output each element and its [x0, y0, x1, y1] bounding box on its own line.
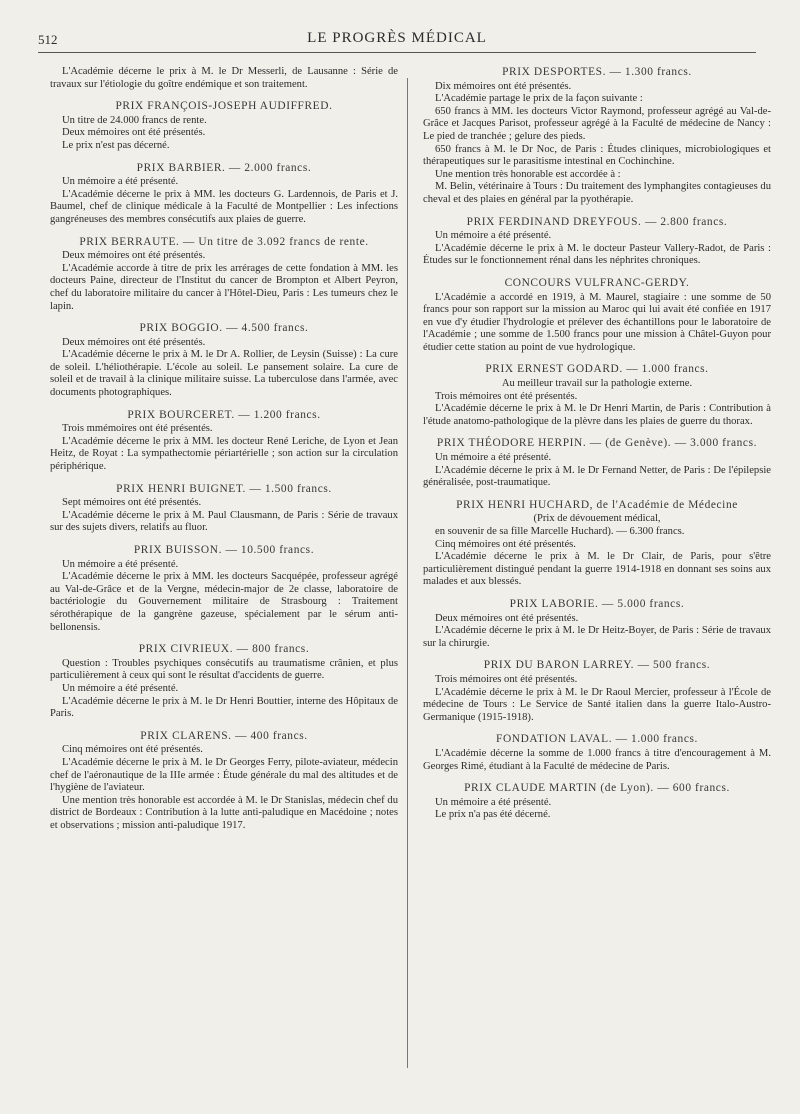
section-paragraph: Un mémoire a été présenté. [435, 796, 552, 808]
section-paragraph: Trois mémoires ont été présentés. [435, 673, 578, 685]
prize-section [423, 659, 771, 724]
section-subtitle: Au meilleur travail sur la pathologie externe. [501, 378, 693, 390]
column-divider [407, 78, 408, 1068]
section-heading: PRIX HENRI BUIGNET. — 1.500 francs. [116, 482, 332, 495]
section-heading: PRIX FERDINAND DREYFOUS. — 2.800 francs. [466, 215, 728, 228]
section-paragraph: L'Académie partage le prix de la façon suivante : [435, 93, 643, 105]
section-subtitle: (Prix de dévouement médical, [533, 513, 661, 525]
left-column [50, 66, 398, 832]
prize-section [50, 730, 398, 833]
section-heading: FONDATION LAVAL. — 1.000 francs. [496, 733, 698, 746]
section-paragraph: Deux mémoires ont été présentés. [62, 250, 206, 262]
prize-section [423, 66, 771, 207]
section-paragraph: L'Académie décerne le prix à M. le Dr Henri Bouttier, interne des Hôpitaux de Paris. [50, 695, 398, 720]
prize-section [50, 643, 398, 721]
prize-section [50, 66, 398, 91]
prize-section [50, 544, 398, 634]
section-heading: PRIX ERNEST GODARD. — 1.000 francs. [485, 363, 709, 376]
section-heading: PRIX BOGGIO. — 4.500 francs. [139, 322, 309, 335]
section-paragraph: L'Académie décerne le prix à M. le docteur Pasteur Vallery-Radot, de Paris : Études sur le fonctionnement rénal dans les néphrites chroniques. [423, 242, 771, 267]
section-heading: PRIX CIVRIEUX. — 800 francs. [138, 643, 310, 656]
prize-section [50, 409, 398, 474]
section-paragraph: L'Académie décerne le prix à MM. les docteur René Leriche, de Lyon et Jean Heitz, de Royat : La sympathectomie périartérielle ; son action sur la circulation périphérique. [50, 435, 398, 473]
prize-section [423, 437, 771, 489]
section-heading: PRIX LABORIE. — 5.000 francs. [509, 597, 685, 610]
section-paragraph: en souvenir de sa fille Marcelle Huchard). — 6.300 francs. [435, 526, 685, 537]
section-paragraph: Une mention très honorable est accordée à M. le Dr Stanislas, médecin chef du district de Bordeaux : Contribution à la lutte anti-paludique en Macédoine ; notes et observations ; mission anti-paludique 1917. [50, 794, 398, 831]
section-paragraph: Une mention très honorable est accordée à : [435, 168, 621, 180]
section-heading: PRIX BOURCERET. — 1.200 francs. [127, 408, 321, 421]
section-paragraph: Trois mémoires ont été présentés. [435, 390, 578, 402]
section-heading: PRIX HENRI HUCHARD, de l'Académie de Médecine [456, 498, 738, 511]
section-paragraph: L'Académie décerne la somme de 1.000 francs à titre d'encouragement à M. Georges Rimé, étudiant à la Faculté de médecine de Paris. [423, 747, 771, 772]
section-heading: PRIX BERRAUTE. — Un titre de 3.092 francs de rente. [79, 235, 369, 248]
section-paragraph: L'Académie décerne le prix à M. le Dr Georges Ferry, pilote-aviateur, médecin chef de l'aéronautique de la IIIe armée : Étude générale du mal des altitudes et de l'hygiène de l'aviateur. [50, 756, 398, 794]
prize-section [50, 322, 398, 400]
section-paragraph: Un titre de 24.000 francs de rente. [62, 114, 207, 126]
page-header [38, 26, 756, 53]
prize-section [50, 162, 398, 227]
section-heading: PRIX CLAUDE MARTIN (de Lyon). — 600 francs. [464, 782, 730, 795]
section-paragraph: L'Académie décerne le prix à M. le Dr Raoul Mercier, professeur à l'École de médecine de Tours : Le Service de Santé italien dans la guerre Italo-Austro-Germanique (1915-1918). [423, 686, 771, 723]
section-paragraph: M. Belin, vétérinaire à Tours : Du traitement des lymphangites contagieuses du cheval et des plaies en général par la pyothérapie. [423, 181, 771, 205]
section-paragraph: Cinq mémoires ont été présentés. [435, 538, 576, 550]
prize-section [50, 483, 398, 535]
section-paragraph: Le prix n'a pas été décerné. [435, 809, 551, 821]
section-paragraph: Deux mémoires ont été présentés. [435, 612, 579, 624]
section-paragraph: L'Académie décerne le prix à M. le Dr Henri Martin, de Paris : Contribution à l'étude anatomo-pathologique de la plèvre dans les plaies de guerre du thorax. [423, 403, 771, 427]
section-paragraph: Un mémoire a été présenté. [435, 230, 552, 242]
section-paragraph: L'Académie décerne le prix à MM. les docteurs Sacquépée, professeur agrégé au Val-de-Grâce et de la Vergne, médecin-major de 2e classe, laboratoire de bactériologie du Gouvernement militaire de Strasbourg : Traitement sérothérapique de la gangrène gazeuse, spécialement par le sérum anti-bellonensis. [50, 571, 398, 633]
section-paragraph: Question : Troubles psychiques consécutifs au traumatisme crânien, et plus particulièrement à ceux qui sont le résultat d'accidents de guerre. [50, 657, 398, 682]
right-column [423, 66, 771, 822]
section-paragraph: Trois mmémoires ont été présentés. [62, 423, 213, 435]
prize-section [50, 100, 398, 152]
section-paragraph: Deux mémoires ont été présentés. [62, 336, 206, 348]
section-paragraph: 650 francs à MM. les docteurs Victor Raymond, professeur agrégé au Val-de-Grâce et Jacques Parisot, professeur agrégé à la Faculté de médecine de Nancy : Le pied de tranchée ; gelure des pieds. [423, 105, 771, 142]
prize-section [50, 236, 398, 314]
section-paragraph: L'Académie décerne le prix à M. le Dr Clair, de Paris, pour s'être particulièrement distingué pendant la guerre 1914-1918 en donnant ses soins aux malades et aux blessés. [423, 551, 771, 588]
section-heading: PRIX THÉODORE HERPIN. — (de Genève). — 3.000 francs. [436, 437, 758, 450]
section-paragraph: L'Académie décerne le prix à M. Paul Clausmann, de Paris : Série de travaux sur des sujets divers, relatifs au fluor. [50, 509, 398, 534]
section-heading: PRIX CLARENS. — 400 francs. [140, 729, 308, 742]
prize-section [423, 277, 771, 355]
section-paragraph: Un mémoire a été présenté. [62, 682, 179, 694]
section-heading: PRIX BARBIER. — 2.000 francs. [136, 161, 312, 174]
running-title: LE PROGRÈS MÉDICAL [307, 30, 487, 46]
section-paragraph: L'Académie a accordé en 1919, à M. Maurel, stagiaire : une somme de 50 francs pour son rapport sur la mission au Maroc qui lui avait été confiée en 1917 en vue d'y étudier l'hydrologie et prélever des échantillons pour le laboratoire de l'Académie ; une somme de 1.500 francs pour une mission à Châtel-Guyon pour étudier cette station au point de vue hydrologique. [423, 291, 771, 353]
section-paragraph: L'Académie décerne le prix à M. le Dr Messerli, de Lausanne : Série de travaux sur l'étiologie du goître endémique et son traitement. [50, 66, 398, 90]
section-paragraph: Deux mémoires ont été présentés. [62, 127, 206, 139]
section-paragraph: L'Académie décerne le prix à M. le Dr A. Rollier, de Leysin (Suisse) : La cure de soleil. L'héliothérapie. L'école au soleil. Le pansement solaire. La cure de soleil et de travail à la clinique militaire suisse. La tuberculose dans l'armée, avec documents photographiques. [50, 349, 398, 399]
section-heading: PRIX DU BARON LARREY. — 500 francs. [483, 659, 711, 672]
prize-section [423, 598, 771, 650]
section-paragraph: Un mémoire a été présenté. [62, 558, 179, 570]
section-paragraph: L'Académie décerne le prix à M. le Dr Heitz-Boyer, de Paris : Série de travaux sur la chirurgie. [423, 625, 771, 649]
section-paragraph: 650 francs à M. le Dr Noc, de Paris : Études cliniques, microbiologiques et thérapeutiques sur le parasitisme intestinal en Cochinchine. [423, 143, 771, 168]
section-heading: PRIX FRANÇOIS-JOSEPH AUDIFFRED. [115, 100, 333, 113]
section-heading: CONCOURS VULFRANC-GERDY. [504, 276, 690, 289]
prize-section [423, 363, 771, 428]
section-paragraph: Un mémoire a été présenté. [435, 452, 552, 464]
section-paragraph: Un mémoire a été présenté. [62, 176, 179, 188]
prize-section [423, 733, 771, 773]
section-paragraph: Le prix n'est pas décerné. [62, 139, 170, 151]
section-paragraph: Sept mémoires ont été présentés. [62, 497, 202, 509]
section-paragraph: Dix mémoires ont été présentés. [435, 80, 572, 92]
prize-section [423, 782, 771, 822]
page-number: 512 [38, 32, 58, 47]
section-heading: PRIX DESPORTES. — 1.300 francs. [502, 66, 692, 78]
section-heading: PRIX BUISSON. — 10.500 francs. [133, 544, 315, 556]
prize-section [423, 216, 771, 268]
section-paragraph: L'Académie accorde à titre de prix les arrérages de cette fondation à MM. les docteurs Paine, directeur de l'Institut du cancer de Brompton et Albert Peyron, chef du laboratoire militaire du cancer à l'Hôtel-Dieu, Paris : Les tumeurs chez le lapin. [50, 262, 398, 312]
section-paragraph: L'Académie décerne le prix à MM. les docteurs G. Lardennois, de Paris et J. Baumel, chef de clinique médicale à la Faculté de Montpellier : Les infections gangréneuses des membres consécutifs aux plaies de guerre. [50, 188, 398, 225]
section-paragraph: L'Académie décerne le prix à M. le Dr Fernand Netter, de Paris : De l'épilepsie généralisée, post-traumatique. [423, 464, 771, 489]
section-paragraph: Cinq mémoires ont été présentés. [62, 744, 203, 756]
prize-section [423, 499, 771, 589]
